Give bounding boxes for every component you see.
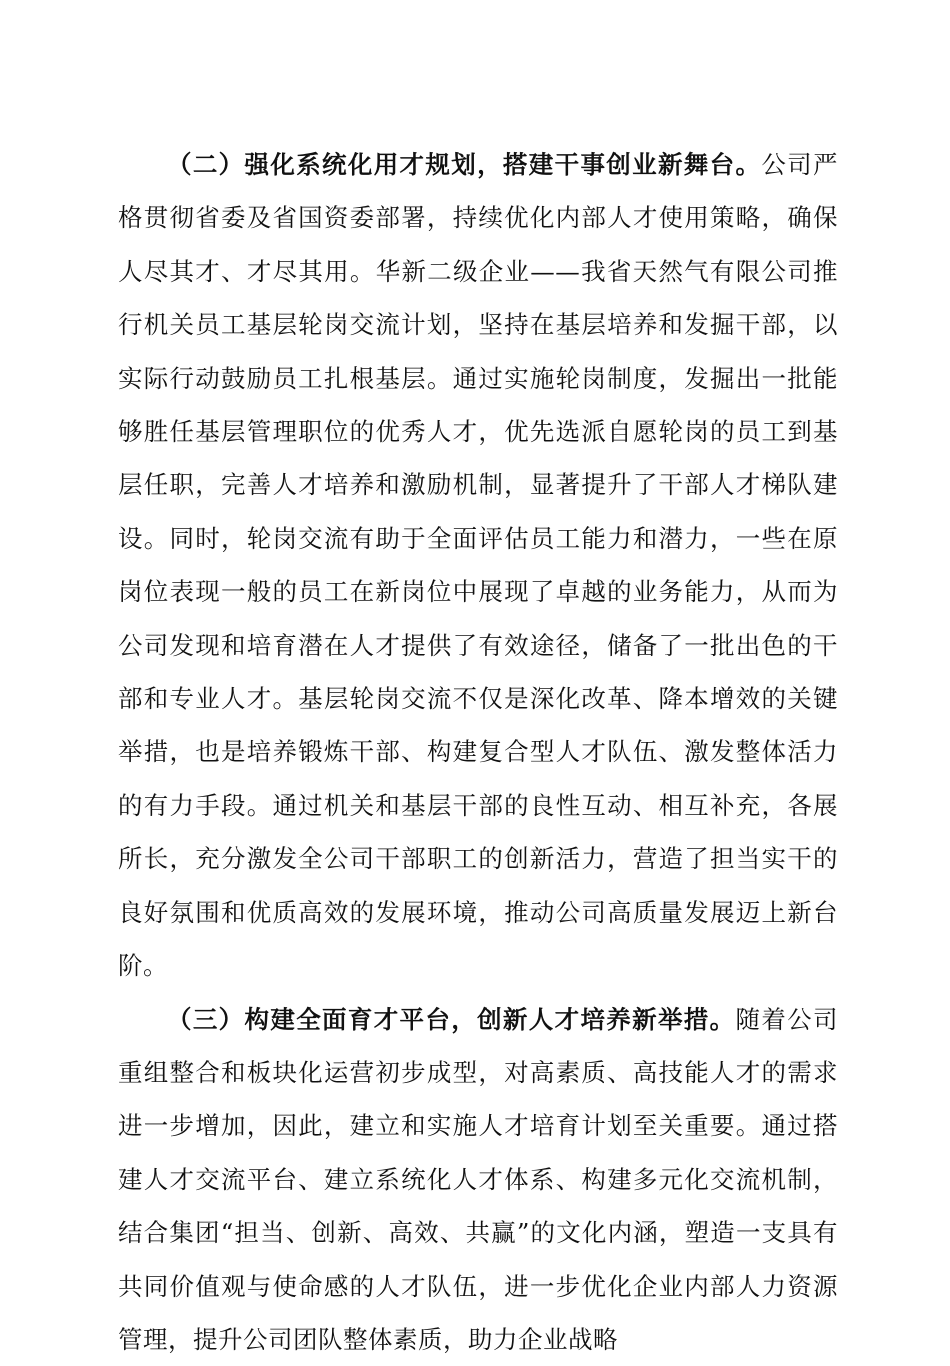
- paragraph-section-three: [118, 993, 838, 1366]
- section-three-body: 随着公司重组整合和板块化运营初步成型，对高素质、高技能人才的需求进一步增加，因此，建立和实施人才培育计划至关重要。通过搭建人才交流平台、建立系统化人才体系、构建多元化交流机制，结合集团“担当、创新、高效、共赢”的文化内涵，塑造一支具有共同价值观与使命感的人才队伍，进一步优化企业内部人力资源管理，提升公司团队整体素质，助力企业战略: [118, 1005, 838, 1354]
- section-three-heading: （三）构建全面育才平台，创新人才培养新举措。: [167, 1005, 735, 1034]
- section-two-heading: （二）强化系统化用才规划，搭建干事创业新舞台。: [167, 150, 761, 179]
- paragraph-section-two: [118, 138, 838, 993]
- document-page: [118, 138, 838, 1366]
- section-two-body: 公司严格贯彻省委及省国资委部署，持续优化内部人才使用策略，确保人尽其才、才尽其用。华新二级企业——我省天然气有限公司推行机关员工基层轮岗交流计划，坚持在基层培养和发掘干部，以实际行动鼓励员工扎根基层。通过实施轮岗制度，发掘出一批能够胜任基层管理职位的优秀人才，优先选派自愿轮岗的员工到基层任职，完善人才培养和激励机制，显著提升了干部人才梯队建设。同时，轮岗交流有助于全面评估员工能力和潜力，一些在原岗位表现一般的员工在新岗位中展现了卓越的业务能力，从而为公司发现和培育潜在人才提供了有效途径，储备了一批出色的干部和专业人才。基层轮岗交流不仅是深化改革、降本增效的关键举措，也是培养锻炼干部、构建复合型人才队伍、激发整体活力的有力手段。通过机关和基层干部的良性互动、相互补充，各展所长，充分激发全公司干部职工的创新活力，营造了担当实干的良好氛围和优质高效的发展环境，推动公司高质量发展迈上新台阶。: [118, 150, 838, 980]
